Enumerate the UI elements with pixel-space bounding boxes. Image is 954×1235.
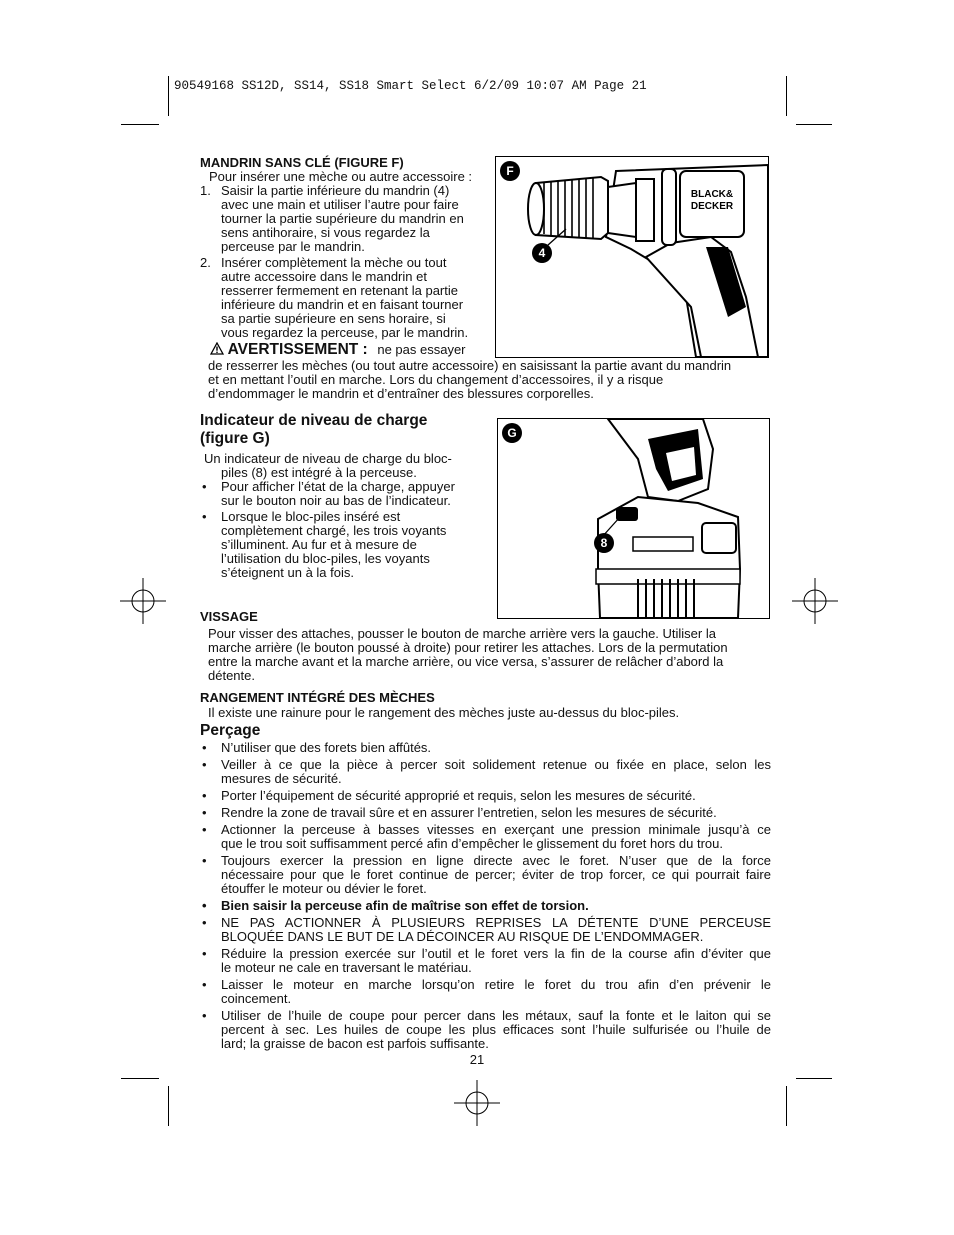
bullet-icon: • — [202, 853, 207, 868]
step-number: 2. — [200, 255, 211, 270]
screwing-title: VISSAGE — [200, 609, 258, 624]
charge-section — [200, 412, 490, 580]
figure-f — [495, 156, 769, 358]
text-line: Lorsque le bloc-piles inséré est — [221, 509, 401, 524]
bullet-icon: • — [202, 915, 207, 930]
bullet-icon: • — [202, 757, 207, 772]
registration-mark-left — [120, 578, 166, 624]
text-line: inférieure du mandrin et en faisant tourner — [221, 297, 464, 312]
text-line: NE PAS ACTIONNER À PLUSIEURS REPRISES LA DÉTENTE D’UNE PERCEUSE — [221, 915, 771, 930]
text-line: Saisir la partie inférieure du mandrin (4) — [221, 183, 450, 198]
text-line: sa partie supérieure en sens horaire, si — [221, 311, 446, 326]
text-line: autre accessoire dans le mandrin et — [221, 269, 427, 284]
print-header: 90549168 SS12D, SS14, SS18 Smart Select 6/2/09 10:07 AM Page 21 — [174, 79, 647, 93]
text-line: détente. — [208, 668, 255, 683]
text-line: (figure G) — [200, 430, 270, 447]
text-line: complètement chargé, les trois voyants — [221, 523, 447, 538]
storage-text: Il existe une rainure pour le rangement des mèches juste au-dessus du bloc-piles. — [208, 705, 680, 720]
text-line: Insérer complètement la mèche ou tout — [221, 255, 447, 270]
text-line: N’utiliser que des forets bien affûtés. — [221, 740, 432, 755]
drilling-bullet — [200, 758, 771, 786]
text-line: percent à sec. Les huiles de coupe les plus efficaces sont l’huile sulfurisée ou l’huile de — [221, 1022, 771, 1037]
text-line: que le trou soit suffisamment percé afin d’empêcher le glissement du foret hors du trou. — [221, 836, 723, 851]
charge-bullet — [200, 480, 490, 508]
warning-first: ne pas essayer — [377, 342, 466, 357]
charge-intro — [200, 452, 490, 480]
text-line: d’endommager le mandrin et d’entraîner des blessures corporelles. — [208, 386, 594, 401]
text-line: lard; la graisse de bacon est parfois suffisante. — [221, 1036, 489, 1051]
callout-4: 4 — [532, 243, 552, 263]
text-line: vous regardez la perceuse, par le mandrin. — [221, 325, 469, 340]
text-line: étouffer le moteur ou dévier le foret. — [221, 881, 427, 896]
storage-title: RANGEMENT INTÉGRÉ DES MÈCHES — [200, 690, 435, 705]
text-line: sens antihoraire, si vous regardez la — [221, 225, 430, 240]
text-line: Toujours exercer la pression en ligne directe avec le foret. N’user que de la force — [221, 853, 771, 868]
warning-triangle-icon — [210, 342, 224, 355]
screwing-section — [200, 609, 770, 683]
text-line: Un indicateur de niveau de charge du bloc- — [204, 451, 452, 466]
bullet-icon: • — [202, 740, 207, 755]
text-line: piles (8) est intégré à la perceuse. — [221, 465, 417, 480]
text-line: Indicateur de niveau de charge — [200, 412, 428, 429]
drilling-title: Perçage — [200, 722, 261, 739]
text-line: Veiller à ce que la pièce à percer soit solidement retenue ou fixée en place, selon les — [221, 757, 771, 772]
registration-mark-right — [792, 578, 838, 624]
text-line: Laisser le moteur en marche lorsqu’on retire le foret du trou afin d’en prévenir le — [221, 977, 771, 992]
warning-text — [208, 359, 773, 401]
text-line: perceuse par le mandrin. — [221, 239, 365, 254]
figure-f-tag: F — [500, 161, 520, 181]
drilling-bullet — [200, 806, 771, 820]
drilling-bullet — [200, 789, 771, 803]
brand-logo-line1: BLACK& — [690, 189, 734, 200]
text-line: Pour visser des attaches, pousser le bouton de marche arrière vers la gauche. Utiliser la — [208, 626, 716, 641]
text-line: Pour afficher l’état de la charge, appuyer — [221, 479, 455, 494]
chuck-step — [200, 256, 495, 340]
text-line: et en mettant l’outil en marche. Lors du changement d’accessoires, il y a risque — [208, 372, 664, 387]
text-line: tourner la partie supérieure du mandrin en — [221, 211, 464, 226]
charge-bullets — [200, 480, 490, 580]
callout-8: 8 — [594, 533, 614, 553]
text-line: l’utilisation du bloc-piles, les voyants — [221, 551, 430, 566]
text-line: nécessaire pour que le foret continue de percer; éviter de trop forcer, ce qui pourrait faire — [221, 867, 771, 882]
storage-section — [200, 690, 770, 720]
warning-label: AVERTISSEMENT : — [227, 341, 368, 358]
registration-mark-bottom — [454, 1080, 500, 1126]
drilling-bullet — [200, 823, 771, 851]
text-line: sur le bouton noir au bas de l’indicateur. — [221, 493, 451, 508]
chuck-step — [200, 184, 495, 254]
charge-title — [200, 412, 490, 448]
text-line: s’illuminent. Au fur et à mesure de — [221, 537, 417, 552]
bullet-icon: • — [202, 898, 207, 913]
chuck-section — [200, 155, 495, 340]
chuck-intro: Pour insérer une mèche ou autre accessoire : — [209, 169, 473, 184]
text-line: Bien saisir la perceuse afin de maîtrise son effet de torsion. — [221, 898, 589, 913]
text-line: Actionner la perceuse à basses vitesses en exerçant une pression minimale jusqu’à ce — [221, 822, 771, 837]
drilling-bullet — [200, 978, 771, 1006]
text-line: resserrer fermement en retenant la partie — [221, 283, 458, 298]
text-line: Rendre la zone de travail sûre et en assurer l’entretien, selon les mesures de sécurité. — [221, 805, 717, 820]
drilling-bullet — [200, 1009, 771, 1051]
drilling-bullet — [200, 916, 771, 944]
text-line: marche arrière (le bouton poussé à droite) pour retirer les attaches. Lors de la permutation — [208, 640, 728, 655]
text-line: avec une main et utiliser l’autre pour faire — [221, 197, 459, 212]
step-number: 1. — [200, 183, 211, 198]
text-line: entre la marche avant et la marche arrière, ou vice versa, s’assurer de relâcher d’abord la — [208, 654, 724, 669]
text-line: s’éteignent un à la fois. — [221, 565, 354, 580]
text-line: Porter l’équipement de sécurité approprié et requis, selon les mesures de sécurité. — [221, 788, 696, 803]
bullet-icon: • — [202, 788, 207, 803]
text-line: mesures de sécurité. — [221, 771, 342, 786]
text-line: coincement. — [221, 991, 292, 1006]
drilling-bullet — [200, 741, 771, 755]
bullet-icon: • — [202, 1008, 207, 1023]
brand-logo-line2: DECKER — [690, 201, 734, 212]
bullet-icon: • — [202, 509, 207, 524]
battery-indicator-illustration — [498, 419, 769, 618]
bullet-icon: • — [202, 822, 207, 837]
text-line: BLOQUÉE DANS LE BUT DE LA DÉCOINCER AU RISQUE DE L’ENDOMMAGER. — [221, 929, 704, 944]
drilling-bullet — [200, 899, 771, 913]
bullet-icon: • — [202, 479, 207, 494]
chuck-title: MANDRIN SANS CLÉ (FIGURE F) — [200, 155, 404, 170]
page-number: 21 — [469, 1052, 485, 1067]
screwing-text — [200, 627, 770, 683]
drilling-bullet — [200, 947, 771, 975]
charge-bullet — [200, 510, 490, 580]
bullet-icon: • — [202, 805, 207, 820]
figure-g-tag: G — [502, 423, 522, 443]
figure-g — [497, 418, 770, 619]
text-line: Utiliser de l’huile de coupe pour percer dans les métaux, sauf la fonte et le laiton qui se — [221, 1008, 771, 1023]
text-line: de resserrer les mèches (ou tout autre accessoire) en saisissant la partie avant du mandrin — [208, 358, 732, 373]
drilling-bullets — [200, 741, 771, 1051]
drilling-bullet — [200, 854, 771, 896]
text-line: le moteur ne cale en traversant le matériau. — [221, 960, 472, 975]
bullet-icon: • — [202, 946, 207, 961]
chuck-steps — [200, 184, 495, 340]
text-line: Réduire la pression exercée sur l’outil et le foret vers la fin de la course afin d’éviter que — [221, 946, 771, 961]
bullet-icon: • — [202, 977, 207, 992]
drilling-section — [200, 722, 771, 1051]
